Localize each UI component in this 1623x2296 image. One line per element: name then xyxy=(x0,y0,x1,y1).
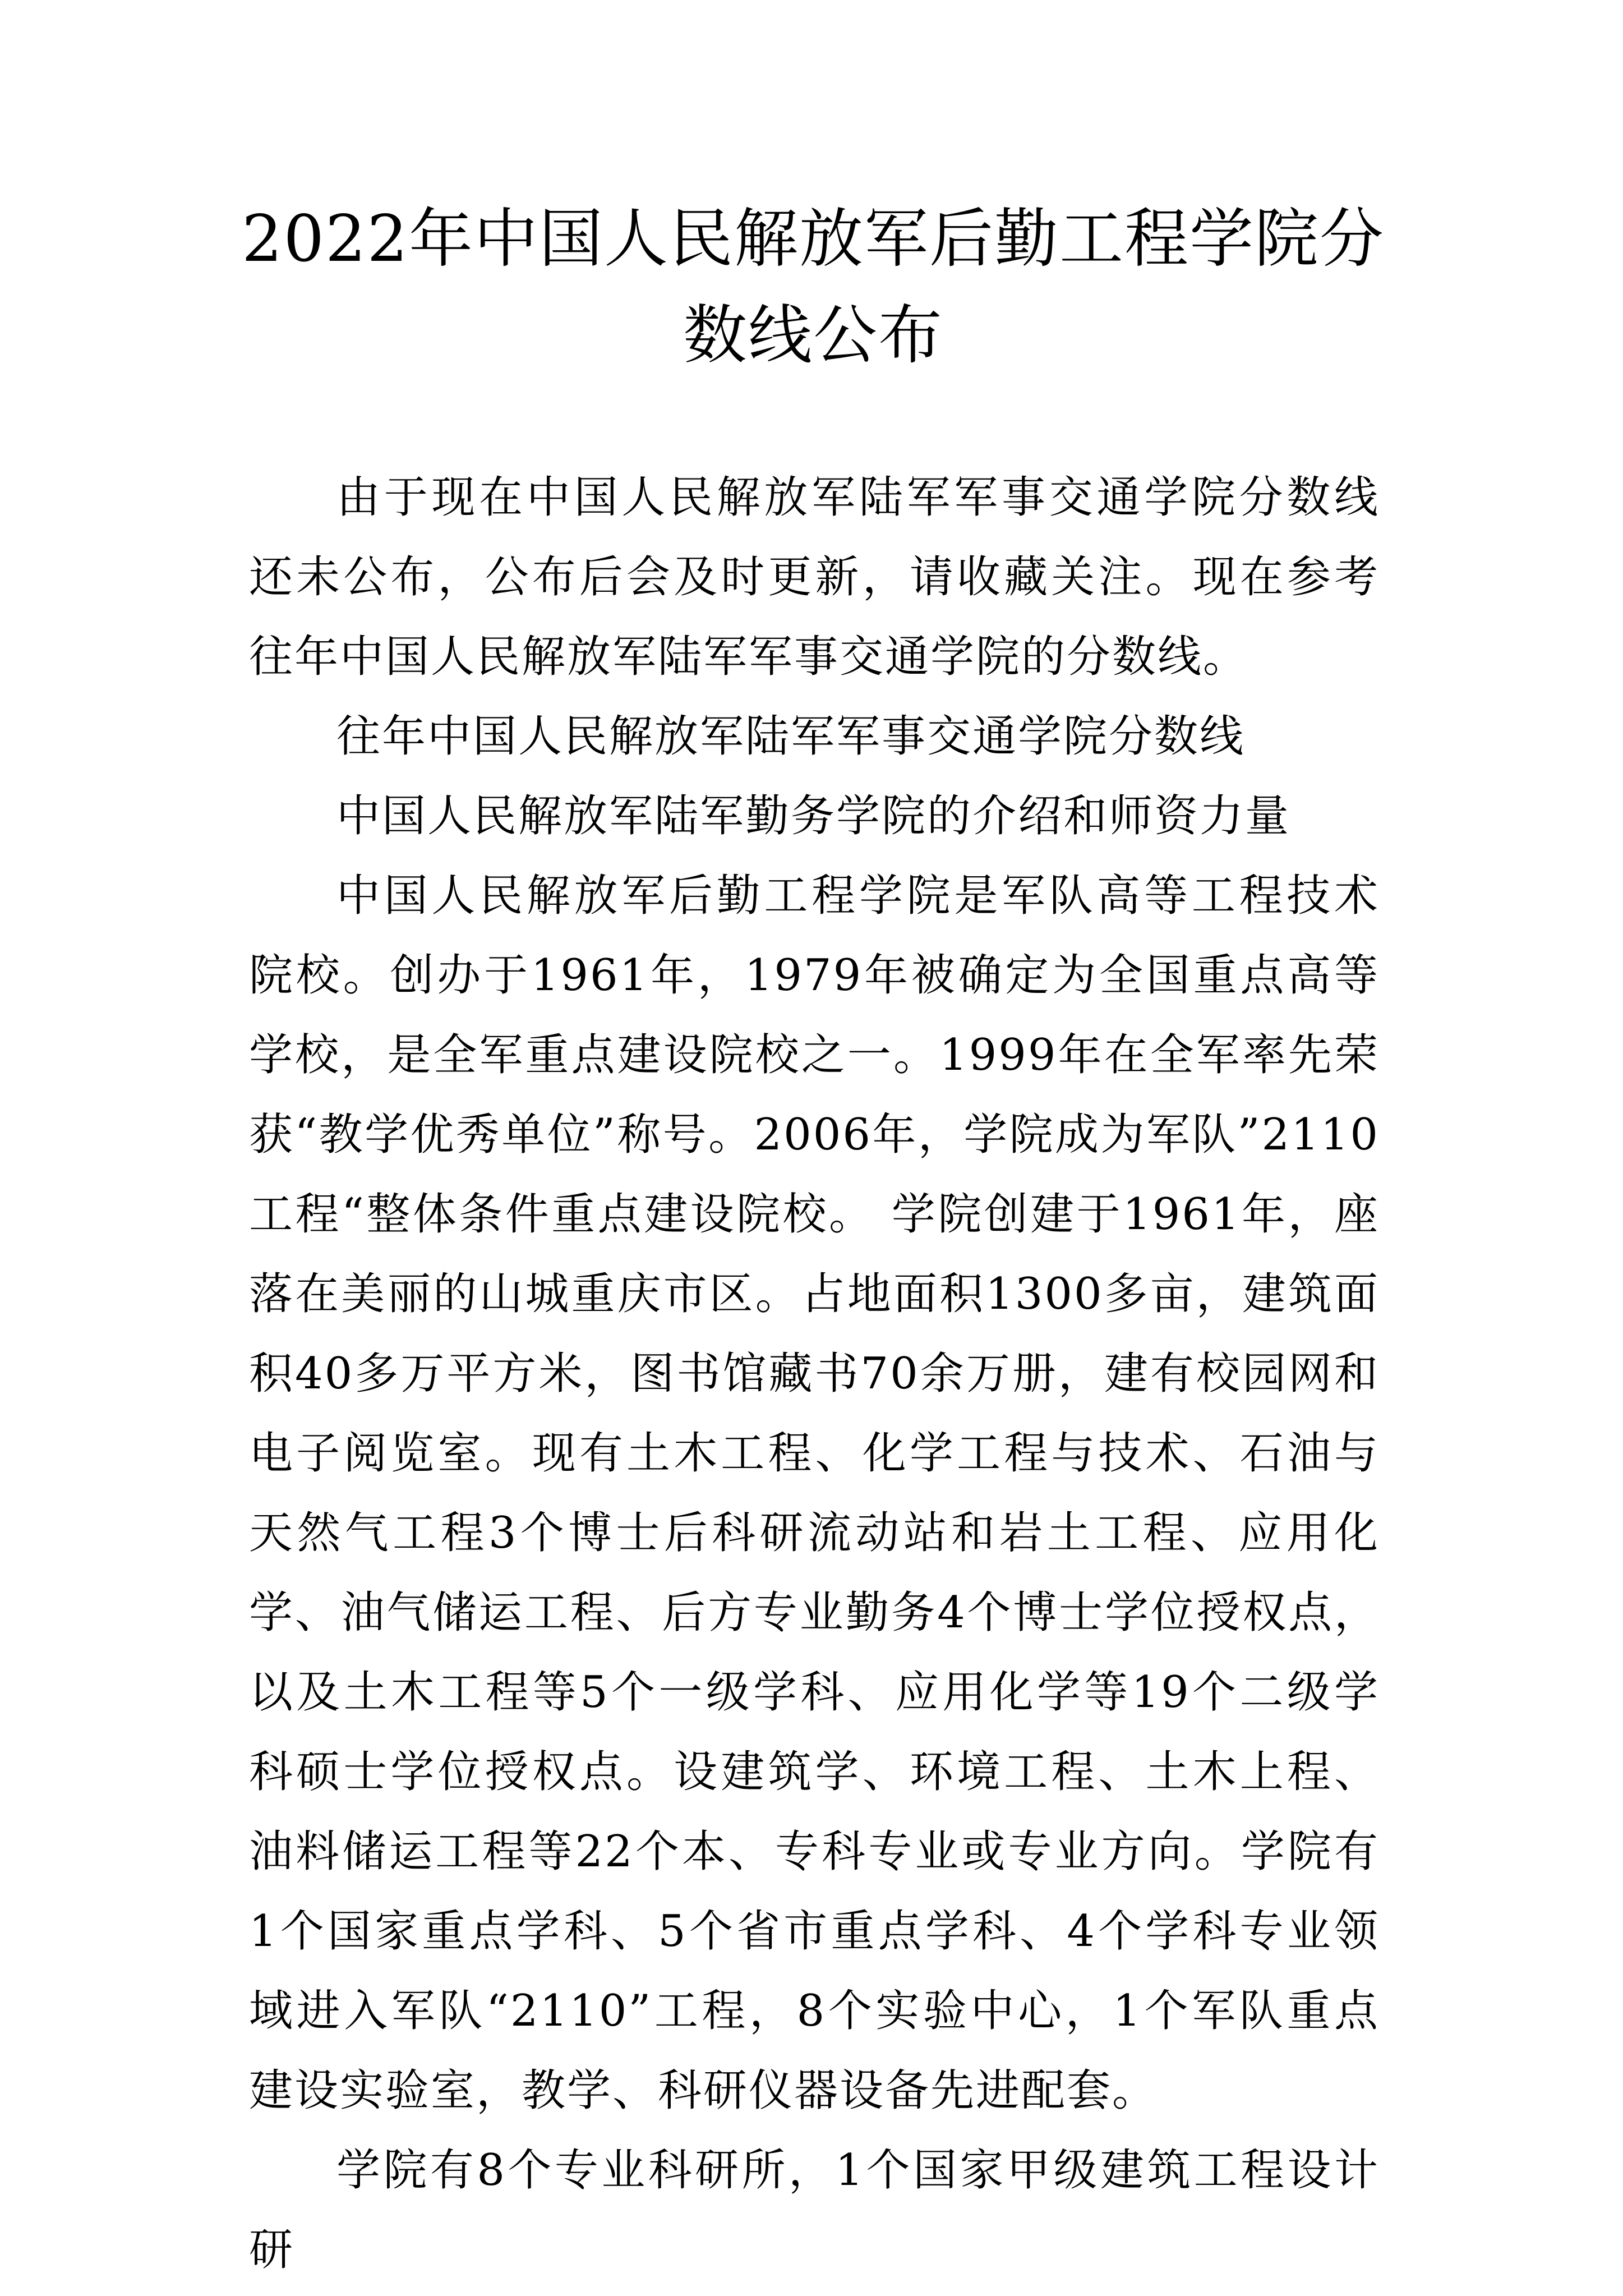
paragraph-past-scores-heading: 往年中国人民解放军陆军军事交通学院分数线 xyxy=(336,711,1246,762)
paragraph-research-institutes: 学院有8个专业科研所，1个国家甲级建筑工程设计研 xyxy=(249,2145,1380,2275)
document-body xyxy=(249,458,1380,2290)
paragraph-introduction-heading: 中国人民解放军陆军勤务学院的介绍和师资力量 xyxy=(336,791,1291,841)
document-title: 2022年中国人民解放军后勤工程学院分数线公布 xyxy=(241,201,1385,372)
paragraph-college-overview: 中国人民解放军后勤工程学院是军队高等工程技术院校。创办于1961年，1979年被确定为全国重点高等学校，是全军重点建设院校之一。1999年在全军率先荣获“教学优秀单位”称号。2006年，学院成为军队”2110工程“整体条件重点建设院校。 学院创建于1961年，座落在美丽的山城重庆市区。占地面积1300多亩，建筑面积40多万平方米，图书馆藏书70余万册，建有校园网和电子阅览室。现有土木工程、化学工程与技术、石油与天然气工程3个博士后科研流动站和岩土工程、应用化学、油气储运工程、后方专业勤务4个博士学位授权点，以及土木工程等5个一级学科、应用化学等19个二级学科硕士学位授权点。设建筑学、环境工程、土木上程、油料储运工程等22个本、专科专业或专业方向。学院有1个国家重点学科、5个省市重点学科、4个学科专业领域进入军队“2110”工程，8个实验中心，1个军队重点建设实验室，教学、科研仪器设备先进配套。 xyxy=(249,871,1380,2116)
paragraph-intro: 由于现在中国人民解放军陆军军事交通学院分数线还未公布，公布后会及时更新，请收藏关注。现在参考往年中国人民解放军陆军军事交通学院的分数线。 xyxy=(249,472,1380,682)
